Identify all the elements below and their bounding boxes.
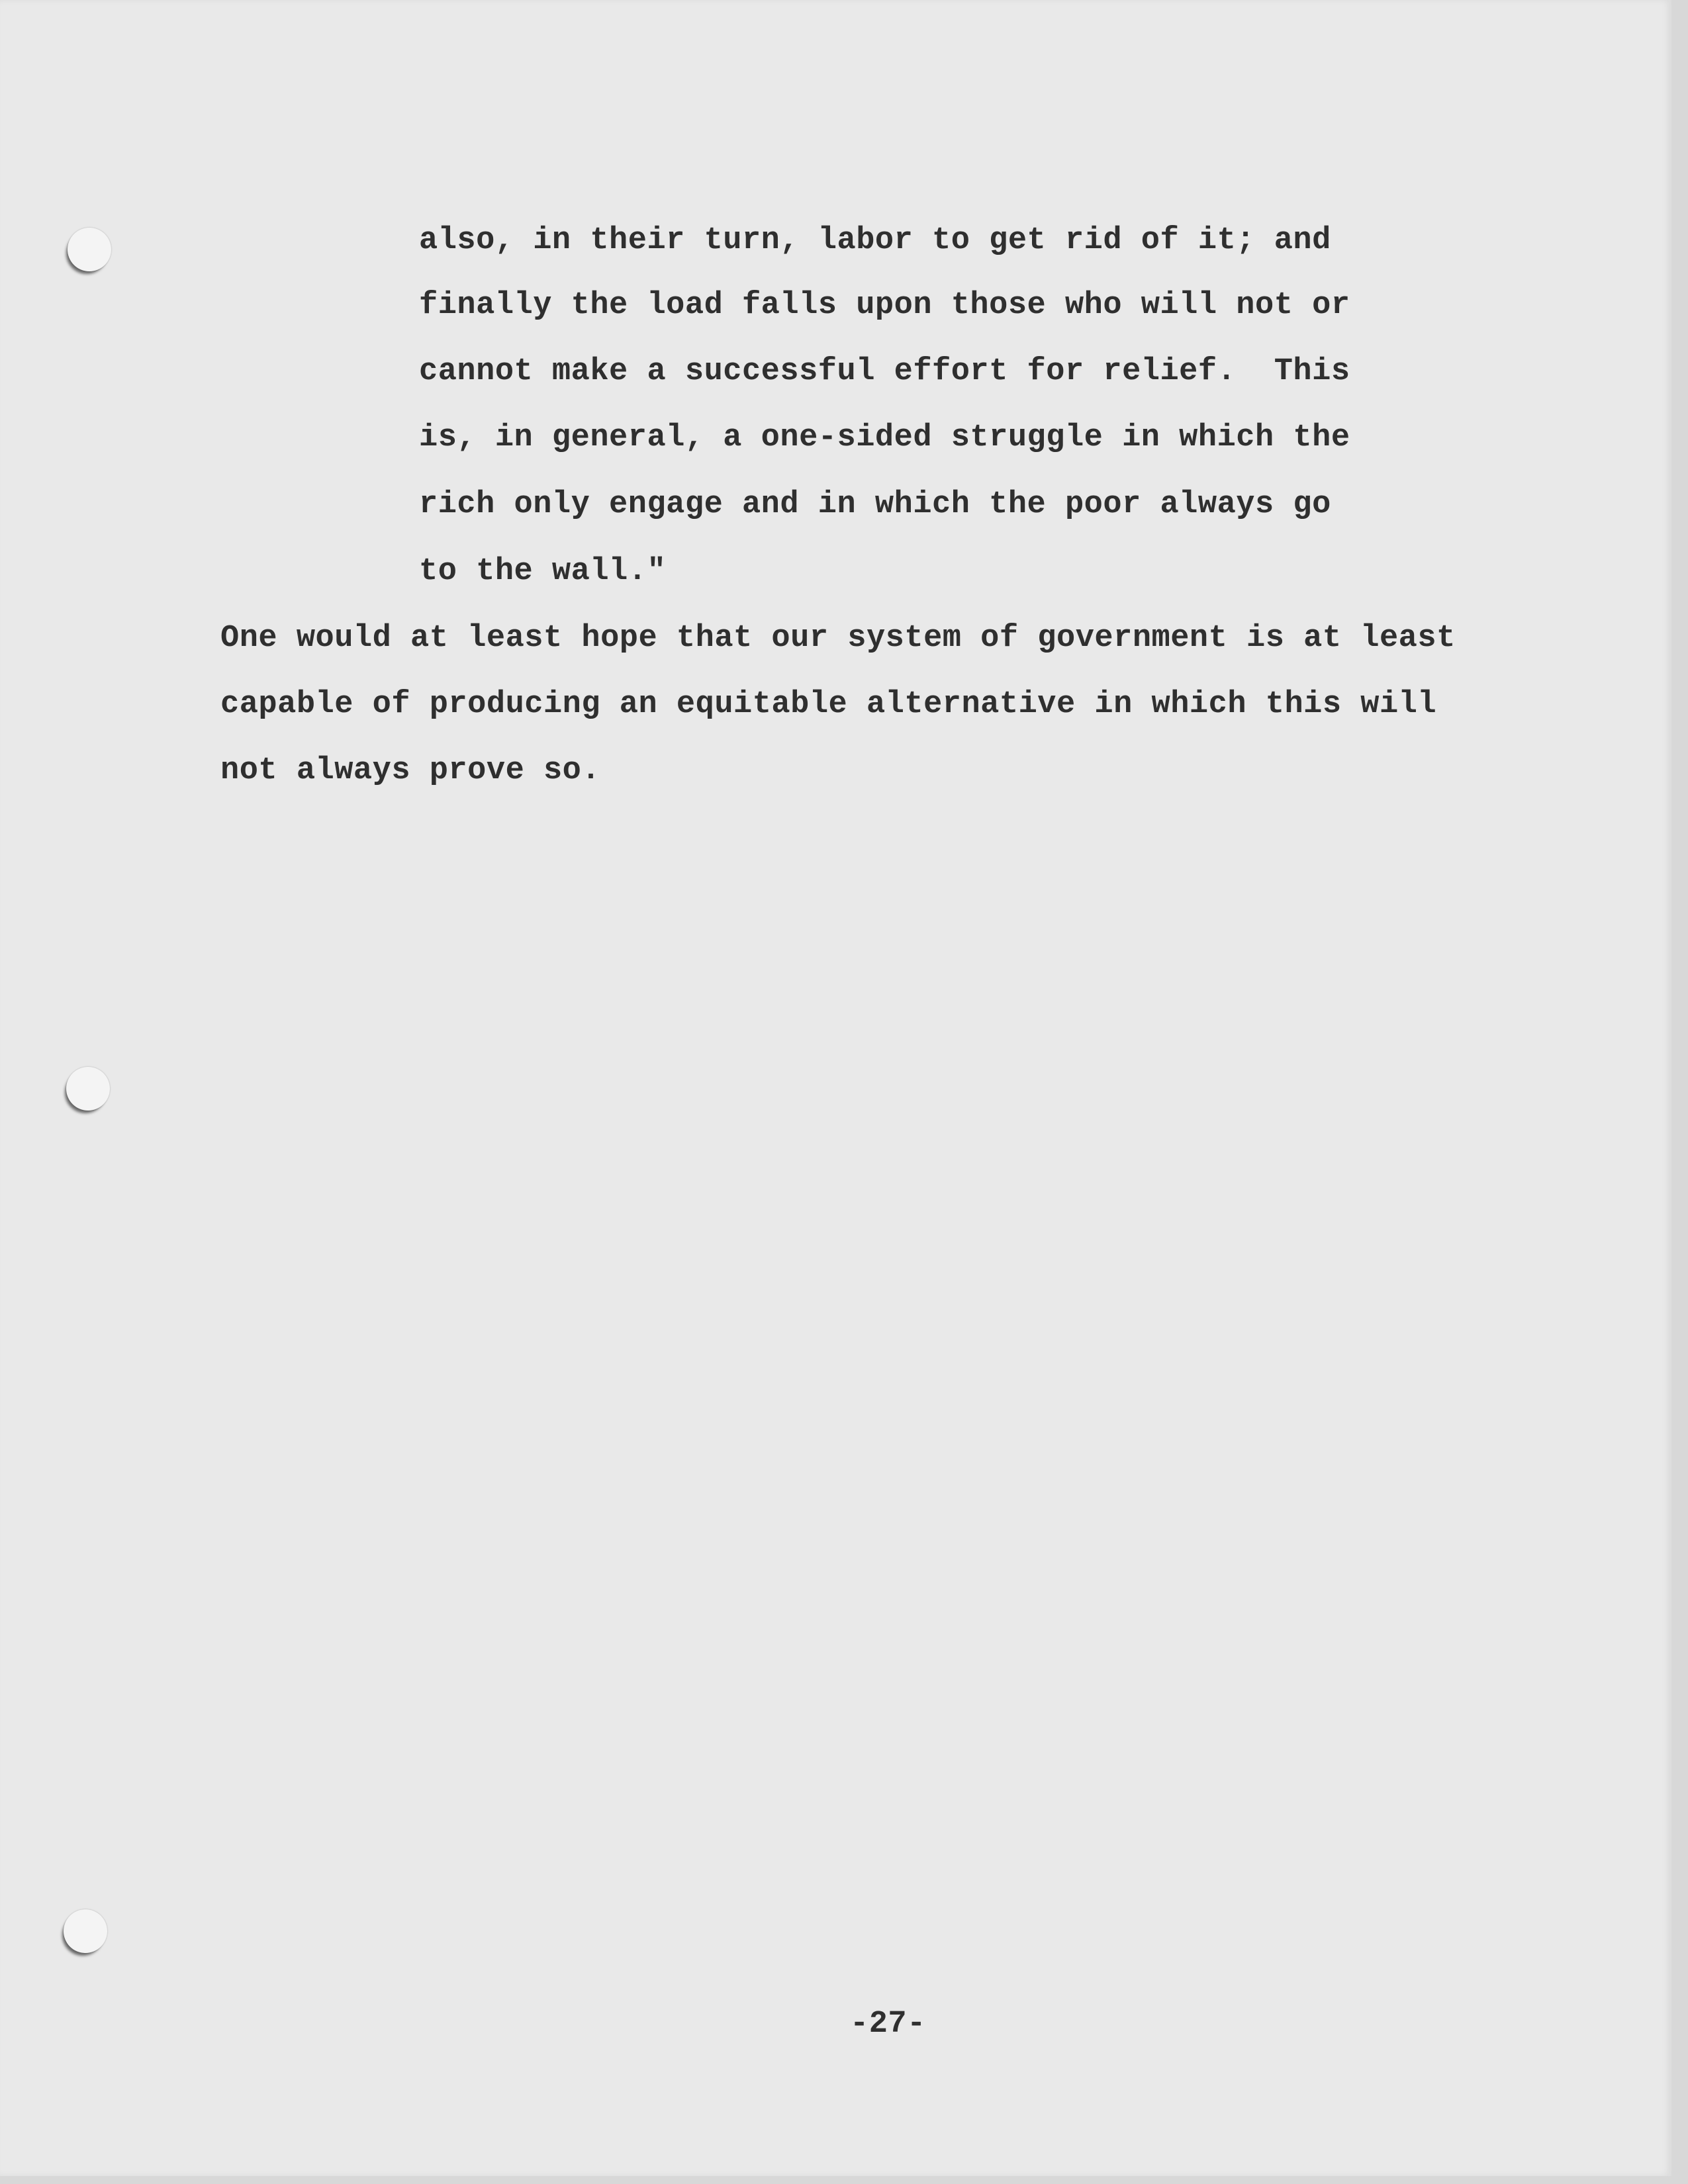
quote-line: finally the load falls upon those who will not or [419,288,1350,323]
quote-line: also, in their turn, labor to get rid of it; and [419,223,1331,258]
quote-line: is, in general, a one-sided struggle in which the [419,420,1350,455]
page-number: -27- [850,2007,926,2042]
paragraph-line: One would at least hope that our system of government is at least [220,621,1456,656]
punch-hole [66,1067,110,1111]
paragraph-line: capable of producing an equitable alternative in which this will [220,687,1437,722]
punch-hole [64,1909,107,1953]
punch-hole [68,228,111,271]
quote-line: to the wall." [419,554,667,589]
quote-line: rich only engage and in which the poor always go [419,487,1331,522]
quote-line: cannot make a successful effort for relief. This [419,354,1350,389]
paragraph-line: not always prove so. [220,753,601,788]
